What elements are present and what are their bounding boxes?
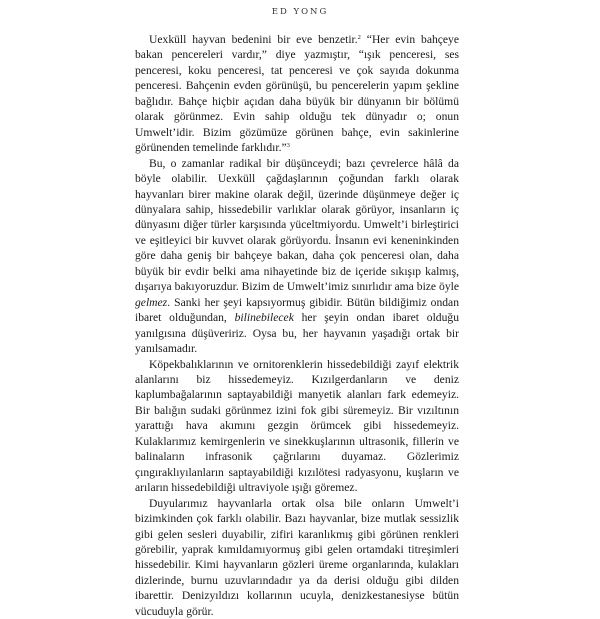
- body-text: [135, 32, 459, 619]
- paragraph-text: . Sanki her şeyi kapsıyormuş gibidir. Bütün bildiğimiz ondan ibaret olduğundan,: [135, 295, 459, 325]
- paragraph-1: [135, 32, 459, 156]
- paragraph-2: [135, 156, 459, 357]
- emphasis-text: bilinebilecek: [234, 311, 294, 325]
- footnote-marker[interactable]: 3: [286, 142, 290, 150]
- paragraph-text: Uexküll hayvan bedenini bir eve benzetir.: [149, 33, 358, 46]
- paragraph-text: “Her evin bahçeye bakan pencereleri vardır,” diye yazmıştır, “ışık penceresi, ses penceresi, koku penceresi, tat penceresi ve çok sayıda dokunma penceresi. Bahçenin evden görünüşü, bu pencerelerin yapım şekline bağlıdır. Bahçe hiçbir açıdan daha büyük bir dünyanın bir bölümü olarak görünmez. Evin sahip olduğu tek dünyadır o; onun Umwelt’idir. Bizim gözümüze görünen bahçe, evin sakinlerine görünenden temelinde farklıdır.”: [135, 33, 459, 155]
- running-head: ED YONG: [271, 7, 329, 17]
- paragraph-4: [135, 496, 459, 619]
- emphasis-text: gelmez: [135, 295, 168, 309]
- paragraph-text: Bu, o zamanlar radikal bir düşünceydi; bazı çevrelerce hâlâ da böyle olabilir. Uexküll çağdaşlarının çoğundan farklı olarak hayvanları birer makine olarak değil, üzerinde düşünmeye değer iç dünyalara sahip, hissedebilir varlıklar olarak görüyor, insanların iç dünyasını diğer türler karşısında yüceltmiyordu. Umwelt’i birleştirici ve eşitleyici bir kuvvet olarak görüyordu. İnsanın evi keneninkinden göre daha geniş bir bahçeye bakan, daha çok penceresi olan, daha büyük bir evdir belki ama nihayetinde biz de içeride sıkışıp kalmış, dışarıya bakıyoruzdur. Bizim de Umwelt’imiz sınırlıdır ama bize öyle: [135, 156, 459, 294]
- paragraph-text: her şeyin ondan ibaret olduğu yanılgısına düşüveririz. Oysa bu, her hayvanın yaşadığı ortak bir yanılsamadır.: [135, 311, 459, 356]
- paragraph-text: Köpekbalıklarının ve ornitorenklerin hissedebildiği zayıf elektrik alanlarını biz hissedemeyiz. Kızılgerdanların ve deniz kaplumbağalarının saptayabildiği manyetik alanları fark edemeyiz. Bir balığın sudaki görünmez izini fok gibi süremeyiz. Bir vızıltının yarattığı hava akımını gezgin örümcek gibi hissedemeyiz. Kulaklarımız kemirgenlerin ve sinekkuşlarının ultrasonik, fillerin ve balinaların infrasonik çağrılarını duyamaz. Gözlerimiz çıngıraklıyılanların saptayabildiği kızılötesi radyasyonu, kuşların ve arıların hissedebildiği ultraviyole ışığı göremez.: [135, 357, 459, 495]
- footnote-marker[interactable]: 2: [357, 34, 361, 41]
- paragraph-text: Duyularımız hayvanlarla ortak olsa bile onların Umwelt’i bizimkinden çok farklı olabilir. Bazı hayvanlar, bize mutlak sessizlik gibi gelen sesleri duyabilir, zifiri karanlıkmış gibi görünen renkleri görebilir, yaprak kımıldamıyormuş gibi gelen ortamdaki titreşimleri hissedebilir. Kimi hayvanların gözleri üreme organlarında, kulakları dizlerinde, burnu uzuvlarındadır ya da derisi olduğu gibi dilden ibarettir. Denizyıldızı kollarının ucuyla, denizkestanesiyse bütün vücuduyla görür.: [135, 496, 459, 618]
- paragraph-3: [135, 357, 459, 496]
